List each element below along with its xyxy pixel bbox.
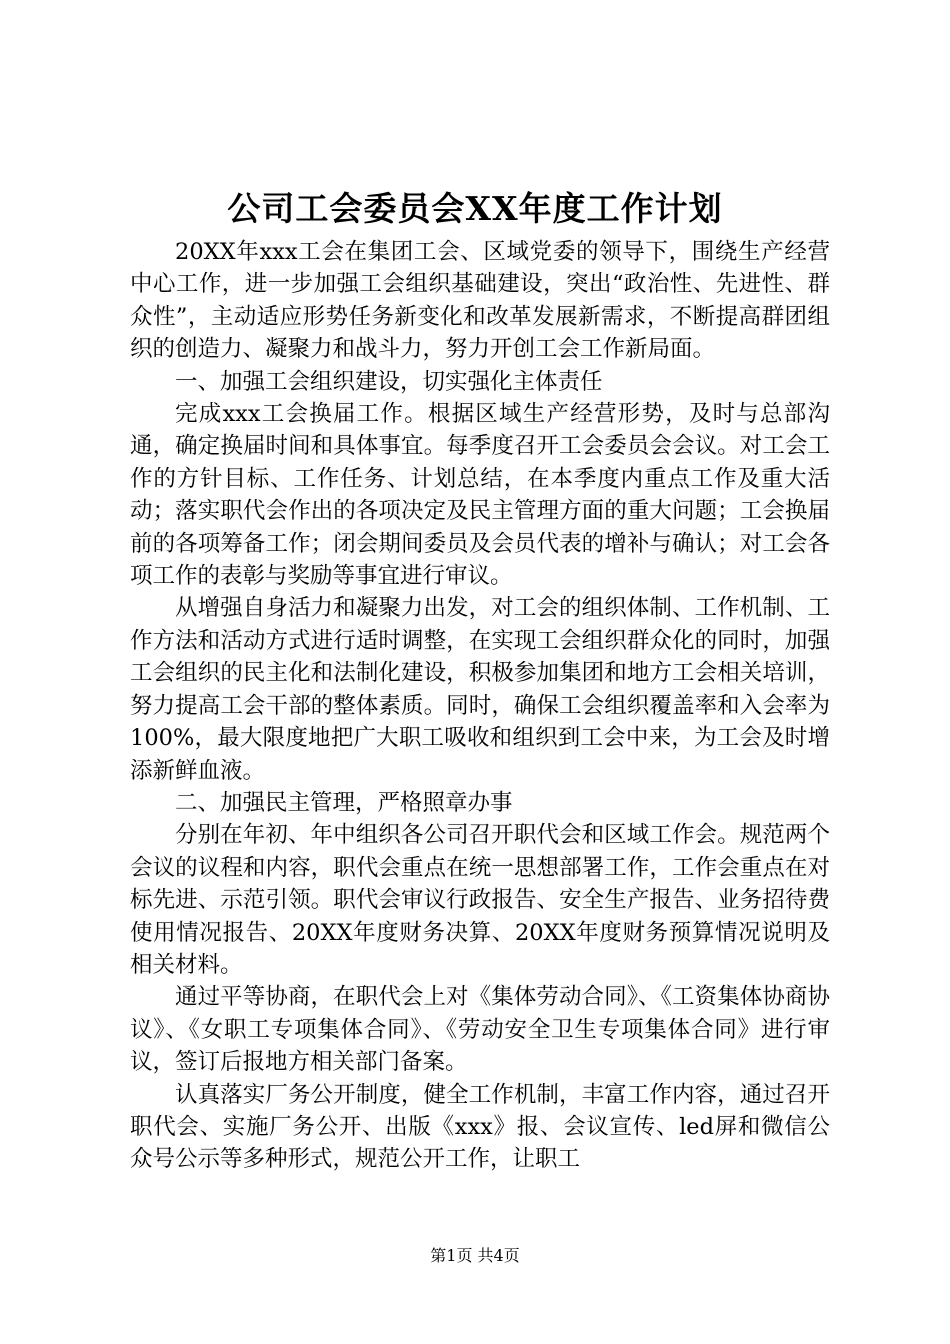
section-2-paragraph-3: 认真落实厂务公开制度，健全工作机制，丰富工作内容，通过召开职代会、实施厂务公开、出版《xxx》报、会议宣传、led屏和微信公众号公示等多种形式，规范公开工作，让职工 [130,1081,830,1173]
section-2-heading: 二、加强民主管理，严格照章办事 [175,789,513,816]
section-2-paragraph-2: 通过平等协商，在职代会上对《集体劳动合同》、《工资集体协商协议》、《女职工专项集体合同》、《劳动安全卫生专项集体合同》进行审议，签订后报地方相关部门备案。 [130,984,830,1076]
document-title: 公司工会委员会XX年度工作计划 [227,189,723,228]
section-1-heading: 一、加强工会组织建设，切实强化主体责任 [175,368,603,395]
section-1-paragraph-2: 从增强自身活力和凝聚力出发，对工会的组织体制、工作机制、工作方法和活动方式进行适时调整，在实现工会组织群众化的同时，加强工会组织的民主化和法制化建设，积极参加集团和地方工会相关培训，努力提高工会干部的整体素质。同时，确保工会组织覆盖率和入会率为100%，最大限度地把广大职工吸收和组织到工会中来，为工会及时增添新鲜血液。 [130,595,830,784]
intro-paragraph: 20XX年xxx工会在集团工会、区域党委的领导下，围绕生产经营中心工作，进一步加强工会组织基础建设，突出“政治性、先进性、群众性”，主动适应形势任务新变化和改革发展新需求，不断提高群团组织的创造力、凝聚力和战斗力，努力开创工会工作新局面。 [130,239,830,363]
section-1-paragraph-1: 完成xxx工会换届工作。根据区域生产经营形势，及时与总部沟通，确定换届时间和具体事宜。每季度召开工会委员会会议。对工会工作的方针目标、工作任务、计划总结，在本季度内重点工作及重大活动；落实职代会作出的各项决定及民主管理方面的重大问题；工会换届前的各项筹备工作；闭会期间委员及会员代表的增补与确认；对工会各项工作的表彰与奖励等事宜进行审议。 [130,401,830,590]
document-body [130,236,830,1176]
section-2-paragraph-1: 分别在年初、年中组织各公司召开职代会和区域工作会。规范两个会议的议程和内容，职代会重点在统一思想部署工作，工作会重点在对标先进、示范引领。职代会审议行政报告、安全生产报告、业务招待费使用情况报告、20XX年度财务决算、20XX年度财务预算情况说明及相关材料。 [130,822,830,978]
page-footer: 第1页 共4页 [430,1246,520,1265]
